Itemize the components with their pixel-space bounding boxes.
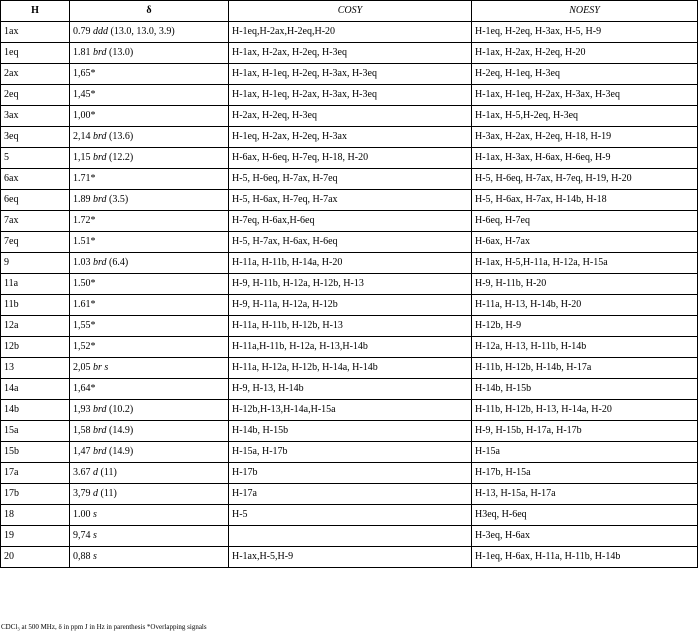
cell-chemical-shift [70, 316, 229, 337]
cell-noesy: H-11b, H-12b, H-13, H-14a, H-20 [472, 400, 698, 421]
table-row [1, 358, 698, 379]
cell-noesy: H-1eq, H-6ax, H-11a, H-11b, H-14b [472, 547, 698, 568]
cell-noesy: H-1ax, H-3ax, H-6ax, H-6eq, H-9 [472, 148, 698, 169]
multiplicity: brd [93, 194, 107, 205]
multiplicity: brd [93, 425, 107, 436]
table-row [1, 169, 698, 190]
table-row [1, 442, 698, 463]
coupling-constant: (13.0, 13.0, 3.9) [110, 26, 175, 37]
shift-value: 1.03 [73, 257, 91, 268]
cell-noesy: H-3ax, H-2ax, H-2eq, H-18, H-19 [472, 127, 698, 148]
shift-value: 1,93 [73, 404, 91, 415]
multiplicity: brd [93, 446, 107, 457]
shift-value: 1.71* [73, 173, 96, 184]
cell-proton: 12a [1, 316, 70, 337]
cell-chemical-shift [70, 295, 229, 316]
cell-proton: 7eq [1, 232, 70, 253]
table-row [1, 148, 698, 169]
cell-cosy: H-1eq,H-2ax,H-2eq,H-20 [229, 22, 472, 43]
cell-proton: 7ax [1, 211, 70, 232]
cell-cosy: H-5 [229, 505, 472, 526]
multiplicity: br s [93, 362, 109, 373]
cell-noesy: H-11a, H-13, H-14b, H-20 [472, 295, 698, 316]
coupling-constant: (13.6) [109, 131, 134, 142]
cell-noesy: H-6eq, H-7eq [472, 211, 698, 232]
cell-proton: 15a [1, 421, 70, 442]
cell-cosy: H-5, H-7ax, H-6ax, H-6eq [229, 232, 472, 253]
shift-value: 1,47 [73, 446, 91, 457]
cell-cosy: H-11a,H-11b, H-12a, H-13,H-14b [229, 337, 472, 358]
coupling-constant: (12.2) [109, 152, 134, 163]
cell-cosy: H-2ax, H-2eq, H-3eq [229, 106, 472, 127]
cell-noesy: H-1eq, H-2eq, H-3ax, H-5, H-9 [472, 22, 698, 43]
coupling-constant: (6.4) [109, 257, 129, 268]
cell-cosy: H-1ax,H-5,H-9 [229, 547, 472, 568]
shift-value: 1,58 [73, 425, 91, 436]
cell-proton: 19 [1, 526, 70, 547]
table-row [1, 421, 698, 442]
shift-value: 1,65* [73, 68, 96, 79]
cell-noesy: H-5, H-6ax, H-7ax, H-14b, H-18 [472, 190, 698, 211]
cell-noesy: H-1ax, H-1eq, H-2ax, H-3ax, H-3eq [472, 85, 698, 106]
cell-cosy: H-9, H-13, H-14b [229, 379, 472, 400]
table-row [1, 22, 698, 43]
cell-proton: 11a [1, 274, 70, 295]
shift-value: 1.72* [73, 215, 96, 226]
table-body [1, 22, 698, 568]
cell-chemical-shift [70, 379, 229, 400]
cell-cosy: H-15a, H-17b [229, 442, 472, 463]
shift-value: 0,88 [73, 551, 91, 562]
coupling-constant: (11) [100, 488, 117, 499]
table-row [1, 547, 698, 568]
cell-proton: 14b [1, 400, 70, 421]
cell-proton: 3ax [1, 106, 70, 127]
cell-noesy: H-2eq, H-1eq, H-3eq [472, 64, 698, 85]
cell-noesy: H-6ax, H-7ax [472, 232, 698, 253]
cell-noesy: H-1ax, H-2ax, H-2eq, H-20 [472, 43, 698, 64]
cell-noesy: H-3eq, H-6ax [472, 526, 698, 547]
multiplicity: s [93, 509, 97, 520]
cell-proton: 14a [1, 379, 70, 400]
cell-chemical-shift [70, 190, 229, 211]
header-cosy: COSY [229, 1, 472, 22]
table-row [1, 232, 698, 253]
cell-cosy: H-6ax, H-6eq, H-7eq, H-18, H-20 [229, 148, 472, 169]
cell-chemical-shift [70, 337, 229, 358]
cell-proton: 20 [1, 547, 70, 568]
shift-value: 1,00* [73, 110, 96, 121]
cell-chemical-shift [70, 22, 229, 43]
cell-noesy: H-17b, H-15a [472, 463, 698, 484]
shift-value: 2,14 [73, 131, 91, 142]
cell-cosy: H-17a [229, 484, 472, 505]
table-row [1, 400, 698, 421]
table-row [1, 253, 698, 274]
cell-cosy: H-9, H-11a, H-12a, H-12b [229, 295, 472, 316]
cell-cosy: H-14b, H-15b [229, 421, 472, 442]
shift-value: 1.50* [73, 278, 96, 289]
cell-chemical-shift [70, 148, 229, 169]
table-row [1, 43, 698, 64]
cell-noesy: H-14b, H-15b [472, 379, 698, 400]
table-row [1, 505, 698, 526]
cell-chemical-shift [70, 274, 229, 295]
table-row [1, 526, 698, 547]
table-row [1, 190, 698, 211]
table-row [1, 379, 698, 400]
cell-chemical-shift [70, 43, 229, 64]
cell-chemical-shift [70, 421, 229, 442]
shift-value: 1.61* [73, 299, 96, 310]
cell-proton: 1eq [1, 43, 70, 64]
shift-value: 9,74 [73, 530, 91, 541]
cell-chemical-shift [70, 358, 229, 379]
cell-proton: 17a [1, 463, 70, 484]
cell-cosy: H-5, H-6eq, H-7ax, H-7eq [229, 169, 472, 190]
cell-cosy: H-17b [229, 463, 472, 484]
shift-value: 1.00 [73, 509, 91, 520]
cell-chemical-shift [70, 64, 229, 85]
multiplicity: d [93, 467, 98, 478]
cell-cosy: H-9, H-11b, H-12a, H-12b, H-13 [229, 274, 472, 295]
shift-value: 1,52* [73, 341, 96, 352]
cell-chemical-shift [70, 169, 229, 190]
cell-proton: 11b [1, 295, 70, 316]
cell-proton: 1ax [1, 22, 70, 43]
cell-cosy: H-5, H-6ax, H-7eq, H-7ax [229, 190, 472, 211]
cell-chemical-shift [70, 547, 229, 568]
shift-value: 1,64* [73, 383, 96, 394]
cell-proton: 9 [1, 253, 70, 274]
coupling-constant: (14.9) [109, 446, 134, 457]
cell-proton: 2ax [1, 64, 70, 85]
cell-chemical-shift [70, 400, 229, 421]
cell-cosy: H-1eq, H-2ax, H-2eq, H-3ax [229, 127, 472, 148]
shift-value: 1.51* [73, 236, 96, 247]
shift-value: 1.81 [73, 47, 91, 58]
cell-noesy: H-5, H-6eq, H-7ax, H-7eq, H-19, H-20 [472, 169, 698, 190]
multiplicity: brd [93, 47, 107, 58]
cell-proton: 15b [1, 442, 70, 463]
table-row [1, 316, 698, 337]
cell-cosy: H-11a, H-12a, H-12b, H-14a, H-14b [229, 358, 472, 379]
shift-value: 2,05 [73, 362, 91, 373]
cell-chemical-shift [70, 253, 229, 274]
multiplicity: d [93, 488, 98, 499]
coupling-constant: (11) [100, 467, 117, 478]
coupling-constant: (3.5) [109, 194, 129, 205]
cell-proton: 12b [1, 337, 70, 358]
cell-proton: 18 [1, 505, 70, 526]
table-header-row [1, 1, 698, 22]
header-noesy: NOESY [472, 1, 698, 22]
cell-chemical-shift [70, 463, 229, 484]
cell-chemical-shift [70, 442, 229, 463]
shift-value: 3.67 [73, 467, 91, 478]
table-row [1, 274, 698, 295]
cell-cosy: H-12b,H-13,H-14a,H-15a [229, 400, 472, 421]
cell-chemical-shift [70, 505, 229, 526]
cell-proton: 3eq [1, 127, 70, 148]
header-chemical-shift: δ [70, 1, 229, 22]
cell-proton: 17b [1, 484, 70, 505]
multiplicity: brd [93, 152, 107, 163]
cell-cosy: H-7eq, H-6ax,H-6eq [229, 211, 472, 232]
multiplicity: brd [93, 257, 107, 268]
cell-cosy: H-11a, H-11b, H-12b, H-13 [229, 316, 472, 337]
shift-value: 0.79 [73, 26, 91, 37]
multiplicity: s [93, 551, 97, 562]
multiplicity: ddd [93, 26, 108, 37]
cell-proton: 13 [1, 358, 70, 379]
table-row [1, 337, 698, 358]
table-row [1, 484, 698, 505]
header-proton: H [1, 1, 70, 22]
cell-noesy: H-11b, H-12b, H-14b, H-17a [472, 358, 698, 379]
coupling-constant: (10.2) [109, 404, 134, 415]
table-row [1, 211, 698, 232]
cell-chemical-shift [70, 211, 229, 232]
cell-noesy: H-1ax, H-5,H-2eq, H-3eq [472, 106, 698, 127]
cell-proton: 6ax [1, 169, 70, 190]
coupling-constant: (13.0) [109, 47, 134, 58]
multiplicity: s [93, 530, 97, 541]
table-row [1, 127, 698, 148]
cell-proton: 6eq [1, 190, 70, 211]
table-row [1, 463, 698, 484]
cell-proton: 2eq [1, 85, 70, 106]
cell-cosy: H-1ax, H-1eq, H-2eq, H-3ax, H-3eq [229, 64, 472, 85]
table-footnote: CDCl₃ at 500 MHz, δ in ppm J in Hz in parenthesis *Overlapping signals [1, 623, 207, 631]
cell-proton: 5 [1, 148, 70, 169]
cell-noesy: H-9, H-15b, H-17a, H-17b [472, 421, 698, 442]
shift-value: 3,79 [73, 488, 91, 499]
table-row [1, 295, 698, 316]
cell-noesy: H-9, H-11b, H-20 [472, 274, 698, 295]
cell-noesy: H-12a, H-13, H-11b, H-14b [472, 337, 698, 358]
shift-value: 1,45* [73, 89, 96, 100]
multiplicity: brd [93, 131, 107, 142]
cell-chemical-shift [70, 232, 229, 253]
cell-noesy: H-12b, H-9 [472, 316, 698, 337]
cell-chemical-shift [70, 106, 229, 127]
table-row [1, 106, 698, 127]
cell-cosy [229, 526, 472, 547]
cell-chemical-shift [70, 526, 229, 547]
cell-chemical-shift [70, 127, 229, 148]
shift-value: 1.89 [73, 194, 91, 205]
cell-cosy: H-1ax, H-2ax, H-2eq, H-3eq [229, 43, 472, 64]
shift-value: 1,55* [73, 320, 96, 331]
cell-noesy: H-1ax, H-5,H-11a, H-12a, H-15a [472, 253, 698, 274]
shift-value: 1,15 [73, 152, 91, 163]
multiplicity: brd [93, 404, 107, 415]
coupling-constant: (14.9) [109, 425, 134, 436]
cell-noesy: H-15a [472, 442, 698, 463]
cell-noesy: H-13, H-15a, H-17a [472, 484, 698, 505]
cell-noesy: H3eq, H-6eq [472, 505, 698, 526]
cell-chemical-shift [70, 484, 229, 505]
table-row [1, 85, 698, 106]
cell-cosy: H-1ax, H-1eq, H-2ax, H-3ax, H-3eq [229, 85, 472, 106]
cell-chemical-shift [70, 85, 229, 106]
table-row [1, 64, 698, 85]
cell-cosy: H-11a, H-11b, H-14a, H-20 [229, 253, 472, 274]
